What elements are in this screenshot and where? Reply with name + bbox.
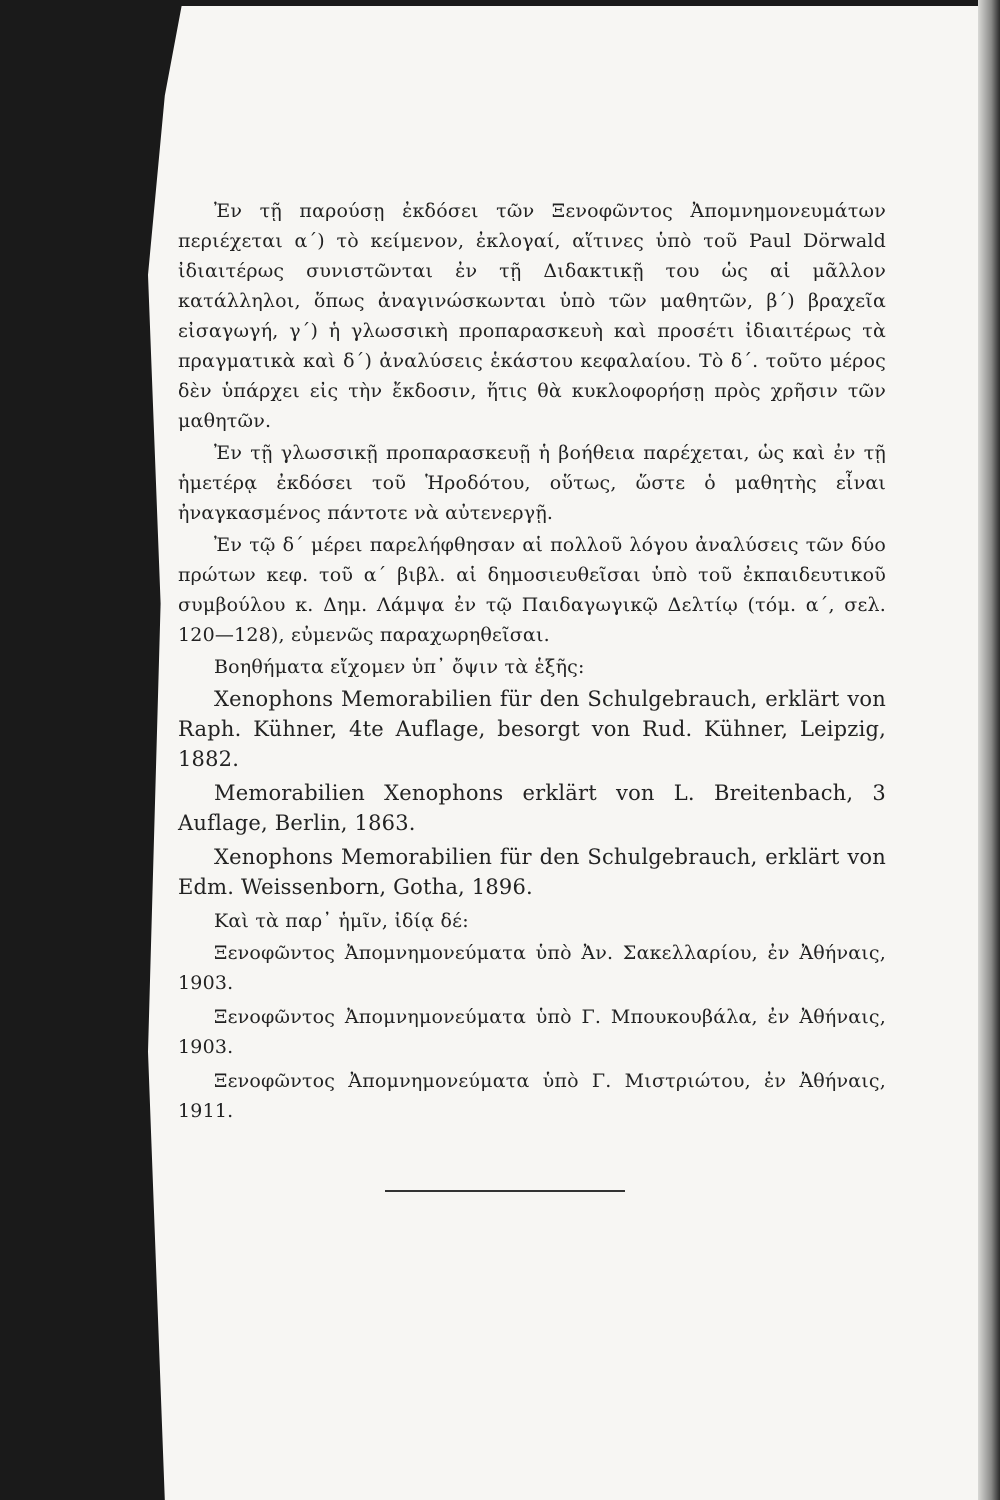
reference-weissenborn: Xenophons Memorabilien für den Schulgebrauch, erklärt von Edm. Weissenborn, Gotha, 1896. [178,845,886,899]
paragraph-aids-heading: Βοηθήματα εἴχομεν ὑπ᾽ ὄψιν τὰ ἑξῆς: [214,656,585,678]
reference-sakellariou: Ξενοφῶντος Ἀπομνημονεύματα ὑπὸ Ἀν. Σακελλαρίου, ἐν Ἀθήναις, 1903. [178,942,886,994]
paragraph-analyses: Ἐν τῷ δ΄ μέρει παρελήφθησαν αἱ πολλοῦ λόγου ἀναλύσεις τῶν δύο πρώτων κεφ. τοῦ α΄ βιβλ. αἱ δημοσιευθεῖσαι ὑπὸ τοῦ ἐκπαιδευτικοῦ συμβούλου κ. Δημ. Λάμψα ἐν τῷ Παιδαγωγικῷ Δελτίῳ (τόμ. α΄, σελ. 120—128), εὐμενῶς παραχωρηθεῖσαι. [178,534,886,646]
paragraph-edition-contents: Ἐν τῇ παρούσῃ ἐκδόσει τῶν Ξενοφῶντος Ἀπομνημονευμάτων περιέχεται α΄) τὸ κείμενον, ἐκλογαί, αἵτινες ὑπὸ τοῦ Paul Dörwald ἰδιαιτέρως συνιστῶνται ἐν τῇ Διδακτικῇ του ὡς αἱ μᾶλλον κατάλληλοι, ὅπως ἀναγινώσκωνται ὑπὸ τῶν μαθητῶν, β΄) βραχεῖα εἰσαγωγή, γ΄) ἡ γλωσσικὴ προπαρασκευὴ καὶ προσέτι ἰδιαιτέρως τὰ πραγματικὰ καὶ δ΄) ἀναλύσεις ἑκάστου κεφαλαίου. Τὸ δ΄. τοῦτο μέρος δὲν ὑπάρχει εἰς τὴν ἔκδοσιν, ἥτις θὰ κυκλοφορήσῃ πρὸς χρῆσιν τῶν μαθητῶν. [178,200,886,432]
preface-text [178,196,886,1130]
book-spine [978,0,1000,1500]
paragraph-greek-aids-heading: Καὶ τὰ παρ᾽ ἡμῖν, ἰδίᾳ δέ: [214,910,469,932]
reference-mpoukouvala: Ξενοφῶντος Ἀπομνημονεύματα ὑπὸ Γ. Μπουκουβάλα, ἐν Ἀθήναις, 1903. [178,1006,886,1058]
reference-kuehner: Xenophons Memorabilien für den Schulgebrauch, erklärt von Raph. Kühner, 4te Auflage, besorgt von Rud. Kühner, Leipzig, 1882. [178,687,886,771]
reference-breitenbach: Memorabilien Xenophons erklärt von L. Breitenbach, 3 Auflage, Berlin, 1863. [178,781,886,835]
paragraph-language-prep: Ἐν τῇ γλωσσικῇ προπαρασκευῇ ἡ βοήθεια παρέχεται, ὡς καὶ ἐν τῇ ἡμετέρᾳ ἐκδόσει τοῦ Ἡροδότου, οὕτως, ὥστε ὁ μαθητὴς εἶναι ἠναγκασμένος πάντοτε νὰ αὐτενεργῇ. [178,442,886,524]
reference-mistriotou: Ξενοφῶντος Ἀπομνημονεύματα ὑπὸ Γ. Μιστριώτου, ἐν Ἀθήναις, 1911. [178,1070,886,1122]
closing-rule [385,1190,625,1192]
